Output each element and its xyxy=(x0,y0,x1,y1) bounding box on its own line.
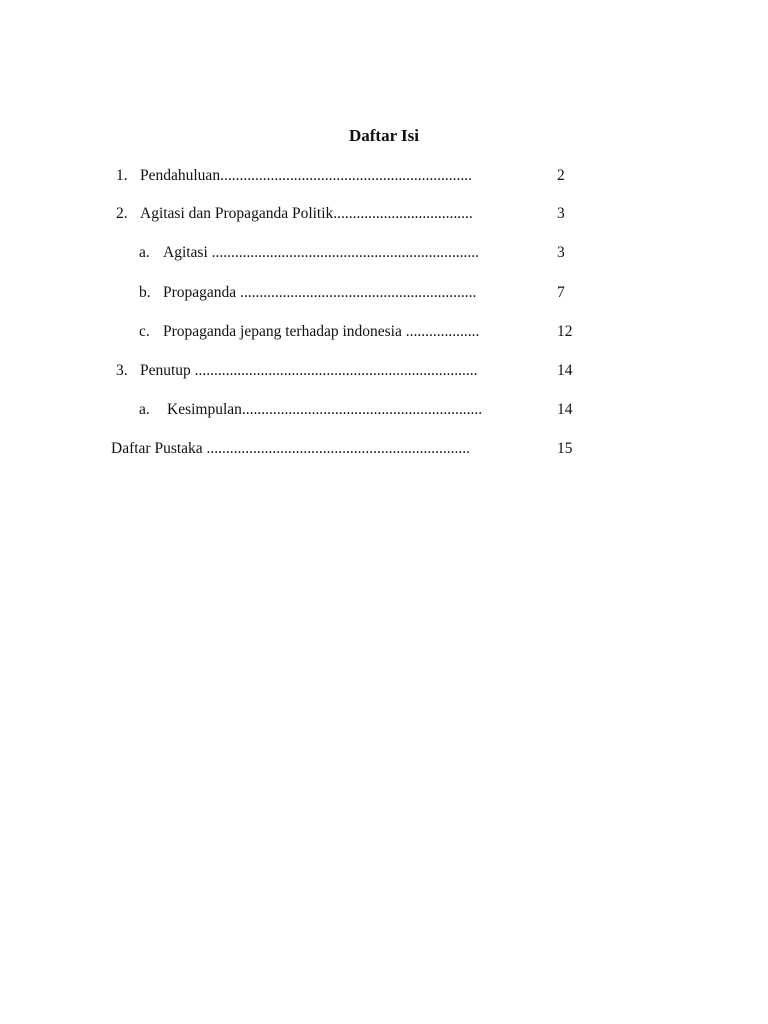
entry-title: Propaganda jepang terhadap indonesia ................... xyxy=(163,323,480,340)
entry-page-number: 2 xyxy=(557,167,565,184)
entry-page-number: 12 xyxy=(557,323,573,340)
toc-entry-propaganda xyxy=(0,283,768,303)
entry-marker: 3. xyxy=(116,362,128,379)
entry-page-number: 14 xyxy=(557,401,573,418)
entry-marker: a. xyxy=(139,244,150,261)
entry-marker: a. xyxy=(139,401,150,418)
entry-marker: b. xyxy=(139,284,151,301)
entry-page-number: 3 xyxy=(557,244,565,261)
entry-marker: 1. xyxy=(116,167,128,184)
entry-page-number: 15 xyxy=(557,440,573,457)
toc-entry-pendahuluan xyxy=(0,166,768,186)
toc-entry-agitasi xyxy=(0,243,768,263)
entry-title: Daftar Pustaka .................................................................... xyxy=(111,440,471,457)
entry-title: Agitasi ..................................................................... xyxy=(163,244,480,261)
toc-entry-agitasi-propaganda-politik xyxy=(0,204,768,224)
toc-entry-daftar-pustaka xyxy=(0,439,768,459)
entry-page-number: 7 xyxy=(557,284,565,301)
entry-page-number: 3 xyxy=(557,205,565,222)
entry-title: Kesimpulan.............................................................. xyxy=(167,401,483,418)
toc-heading: Daftar Isi xyxy=(348,126,420,145)
toc-entry-propaganda-jepang xyxy=(0,322,768,342)
toc-entry-penutup xyxy=(0,361,768,381)
entry-title: Propaganda ............................................................. xyxy=(163,284,477,301)
entry-marker: 2. xyxy=(116,205,128,222)
entry-title: Agitasi dan Propaganda Politik.................................... xyxy=(140,205,473,222)
entry-page-number: 14 xyxy=(557,362,573,379)
entry-marker: c. xyxy=(139,323,150,340)
entry-title: Penutup ......................................................................... xyxy=(140,362,478,379)
entry-title: Pendahuluan................................................................. xyxy=(140,167,472,184)
toc-entry-kesimpulan xyxy=(0,400,768,420)
page-title xyxy=(0,125,768,147)
